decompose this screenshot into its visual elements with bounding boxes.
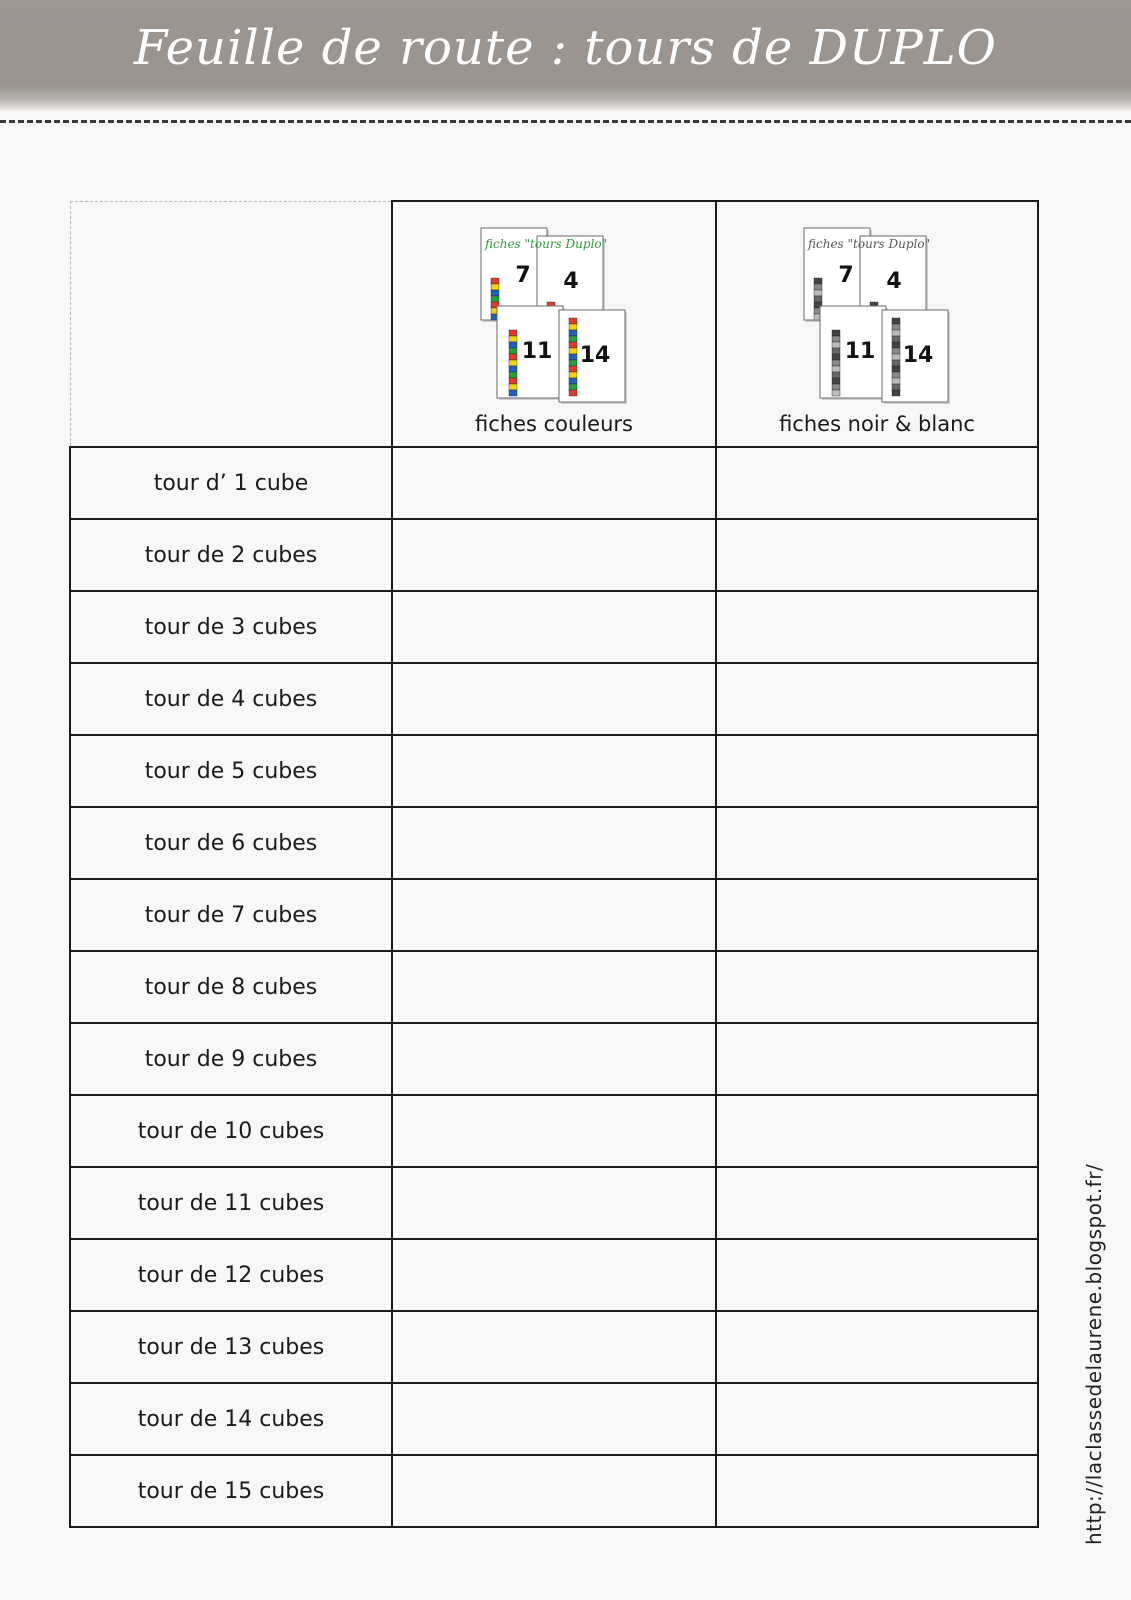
table-row	[70, 879, 1038, 951]
column-header-color	[392, 201, 716, 447]
check-cell-bw[interactable]	[716, 807, 1038, 879]
check-cell-bw[interactable]	[716, 1023, 1038, 1095]
check-cell-bw[interactable]	[716, 1095, 1038, 1167]
check-cell-color[interactable]	[392, 879, 716, 951]
check-cell-color[interactable]	[392, 1239, 716, 1311]
thumbnail-number: 7	[515, 263, 531, 288]
check-cell-bw[interactable]	[716, 879, 1038, 951]
bw-sheets-thumbnail	[802, 226, 952, 404]
check-cell-color[interactable]	[392, 1167, 716, 1239]
row-label: tour d’ 1 cube	[70, 447, 392, 519]
table-row	[70, 1023, 1038, 1095]
row-label: tour de 4 cubes	[70, 663, 392, 735]
check-cell-color[interactable]	[392, 735, 716, 807]
thumbnail-number: 11	[844, 339, 876, 364]
row-label: tour de 9 cubes	[70, 1023, 392, 1095]
check-cell-bw[interactable]	[716, 951, 1038, 1023]
table-row	[70, 807, 1038, 879]
thumbnail-caption: fiches "tours Duplo"	[485, 237, 608, 251]
check-cell-bw[interactable]	[716, 1167, 1038, 1239]
check-cell-bw[interactable]	[716, 1455, 1038, 1527]
check-cell-bw[interactable]	[716, 1383, 1038, 1455]
check-cell-color[interactable]	[392, 807, 716, 879]
check-cell-bw[interactable]	[716, 1239, 1038, 1311]
table-row	[70, 447, 1038, 519]
check-cell-color[interactable]	[392, 447, 716, 519]
thumbnail-number: 4	[563, 269, 579, 294]
table-row	[70, 1311, 1038, 1383]
table-row	[70, 519, 1038, 591]
row-label: tour de 5 cubes	[70, 735, 392, 807]
column-header-bw	[716, 201, 1038, 447]
column-label-color: fiches couleurs	[475, 412, 633, 436]
row-label: tour de 6 cubes	[70, 807, 392, 879]
row-label: tour de 10 cubes	[70, 1095, 392, 1167]
check-cell-color[interactable]	[392, 951, 716, 1023]
check-cell-color[interactable]	[392, 1095, 716, 1167]
thumbnail-number: 7	[838, 263, 854, 288]
blog-url: http://laclassedelaurene.blogspot.fr/	[1082, 1163, 1106, 1545]
thumbnail-number: 4	[886, 269, 902, 294]
check-cell-bw[interactable]	[716, 447, 1038, 519]
tracking-table	[69, 200, 1039, 1528]
row-label: tour de 2 cubes	[70, 519, 392, 591]
check-cell-color[interactable]	[392, 1383, 716, 1455]
thumbnail-number: 14	[579, 343, 611, 368]
thumbnail-number: 11	[521, 339, 553, 364]
row-label: tour de 3 cubes	[70, 591, 392, 663]
row-label: tour de 14 cubes	[70, 1383, 392, 1455]
row-label: tour de 12 cubes	[70, 1239, 392, 1311]
row-label: tour de 8 cubes	[70, 951, 392, 1023]
check-cell-bw[interactable]	[716, 1311, 1038, 1383]
table-row	[70, 1383, 1038, 1455]
check-cell-color[interactable]	[392, 519, 716, 591]
check-cell-color[interactable]	[392, 1311, 716, 1383]
page-title: Feuille de route : tours de DUPLO	[133, 20, 998, 76]
check-cell-color[interactable]	[392, 1023, 716, 1095]
thumbnail-caption: fiches "tours Duplo"	[808, 237, 931, 251]
thumbnail-number: 14	[902, 343, 934, 368]
row-label: tour de 11 cubes	[70, 1167, 392, 1239]
color-sheets-thumbnail	[479, 226, 629, 404]
check-cell-bw[interactable]	[716, 663, 1038, 735]
row-label: tour de 15 cubes	[70, 1455, 392, 1527]
check-cell-bw[interactable]	[716, 519, 1038, 591]
table-row	[70, 1167, 1038, 1239]
empty-corner-cell	[70, 201, 392, 447]
table-row	[70, 591, 1038, 663]
table-row	[70, 663, 1038, 735]
table-row	[70, 1239, 1038, 1311]
row-label: tour de 7 cubes	[70, 879, 392, 951]
check-cell-color[interactable]	[392, 591, 716, 663]
check-cell-bw[interactable]	[716, 591, 1038, 663]
check-cell-color[interactable]	[392, 663, 716, 735]
row-label: tour de 13 cubes	[70, 1311, 392, 1383]
table-row	[70, 951, 1038, 1023]
table-row	[70, 1095, 1038, 1167]
table-row	[70, 1455, 1038, 1527]
header-row	[70, 201, 1038, 447]
table-row	[70, 735, 1038, 807]
column-label-bw: fiches noir & blanc	[779, 412, 975, 436]
check-cell-color[interactable]	[392, 1455, 716, 1527]
dashed-divider	[0, 120, 1131, 123]
check-cell-bw[interactable]	[716, 735, 1038, 807]
